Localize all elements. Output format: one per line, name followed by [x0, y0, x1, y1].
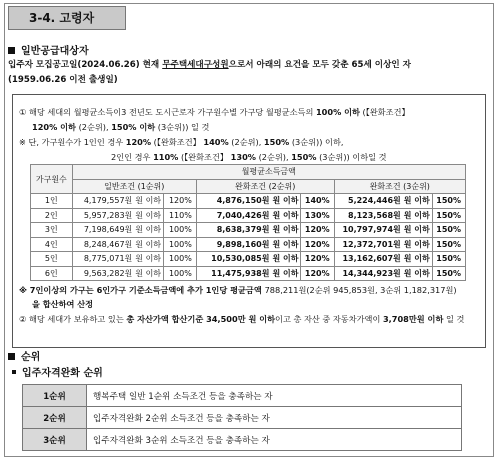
- condition-1: ① 해당 세대의 월평균소득이3 전년도 도시근로자 가구원수별 가구당 월평균소득의 100% 이하 (【완화조건】: [19, 107, 410, 117]
- rank-label: 3순위: [23, 429, 87, 451]
- table-cell: 100%: [164, 252, 197, 267]
- table-row: [23, 385, 462, 407]
- table-cell: 14,344,923원 원 이하: [334, 266, 432, 281]
- table-cell: 120%: [164, 194, 197, 209]
- table-cell: 150%: [432, 237, 465, 252]
- table-cell: 4,179,557원 원 이하: [72, 194, 163, 209]
- ranking-heading: 순위: [8, 348, 40, 363]
- table-cell: 8,638,379원 원 이하: [196, 223, 301, 238]
- condition-1-cont: 120% 이하 (2순위), 150% 이하 (3순위)) 일 것: [32, 122, 210, 132]
- general-heading: 일반공급대상자: [8, 42, 89, 57]
- table-cell: 10,797,974원 원 이하: [334, 223, 432, 238]
- table-cell: 7,198,649원 원 이하: [72, 223, 163, 238]
- table-row: [31, 237, 466, 252]
- square-bullet-icon: [8, 47, 15, 54]
- table-cell: 120%: [301, 252, 334, 267]
- table-cell: 9,898,160원 원 이하: [196, 237, 301, 252]
- col-general: 일반조건 (1순위): [72, 179, 196, 194]
- table-row: [31, 208, 466, 223]
- table-cell: 7,040,426원 원 이하: [196, 208, 301, 223]
- income-table: [30, 164, 466, 281]
- condition-2: ② 해당 세대가 보유하고 있는 총 자산가액 합산기준 34,500만 원 이하이고 총 자산 중 자동차가액이 3,708만원 이하 일 것: [19, 314, 465, 324]
- rank-description: 입주자격완화 2순위 소득조건 등을 충족하는 자: [87, 407, 462, 429]
- eligibility-line: 입주자 모집공고일(2024.06.26) 현재 무주택세대구성원으로서 아래의 요건을 모두 갖춘 65세 이상인 자: [8, 60, 411, 70]
- square-bullet-icon: [8, 353, 15, 360]
- rank-label: 1순위: [23, 385, 87, 407]
- table-cell: 5,224,446원 원 이하: [334, 194, 432, 209]
- table-cell: 150%: [432, 252, 465, 267]
- note-2-person: 2인인 경우 110% (【완화조건】 130% (2순위), 150% (3순위)) 이하일 것: [111, 152, 387, 162]
- note-7-persons: ※ 7인이상의 가구는 6인가구 기준소득금액에 추가 1인당 평균금액 788,211원(2순위 945,853원, 3순위 1,182,317원): [19, 285, 457, 295]
- table-cell: 150%: [432, 194, 465, 209]
- table-row: [31, 194, 466, 209]
- table-cell: 100%: [164, 266, 197, 281]
- table-cell: 11,475,938원 원 이하: [196, 266, 301, 281]
- ranking-subheading: 입주자격완화 순위: [12, 364, 103, 379]
- table-cell: 100%: [164, 237, 197, 252]
- rank-description: 입주자격완화 3순위 소득조건 등을 충족하는 자: [87, 429, 462, 451]
- rank-description: 행복주택 일반 1순위 소득조건 등을 충족하는 자: [87, 385, 462, 407]
- bullet-icon: [12, 370, 16, 374]
- header-group: 월평균소득금액: [72, 165, 465, 180]
- section-title: 3-4. 고령자: [8, 6, 126, 30]
- table-cell: 110%: [164, 208, 197, 223]
- table-row: [23, 407, 462, 429]
- table-cell: 8,248,467원 원 이하: [72, 237, 163, 252]
- table-cell: 10,530,085원 원 이하: [196, 252, 301, 267]
- table-cell: 4인: [31, 237, 73, 252]
- table-cell: 3인: [31, 223, 73, 238]
- table-cell: 130%: [301, 208, 334, 223]
- table-row: [31, 252, 466, 267]
- table-cell: 150%: [432, 266, 465, 281]
- table-cell: 120%: [301, 266, 334, 281]
- table-cell: 9,563,282원 원 이하: [72, 266, 163, 281]
- table-cell: 4,876,150원 원 이하: [196, 194, 301, 209]
- table-cell: 8,123,568원 원 이하: [334, 208, 432, 223]
- table-cell: 12,372,701원 원 이하: [334, 237, 432, 252]
- table-row: [23, 429, 462, 451]
- table-cell: 120%: [301, 237, 334, 252]
- note-1-person: ※ 단, 가구원수가 1인인 경우 120% (【완화조건】 140% (2순위), 150% (3순위)) 이하,: [19, 137, 344, 147]
- table-cell: 150%: [432, 208, 465, 223]
- table-cell: 120%: [301, 223, 334, 238]
- table-cell: 6인: [31, 266, 73, 281]
- table-cell: 150%: [432, 223, 465, 238]
- table-cell: 1인: [31, 194, 73, 209]
- table-cell: 140%: [301, 194, 334, 209]
- table-cell: 5인: [31, 252, 73, 267]
- table-cell: 5,957,283원 원 이하: [72, 208, 163, 223]
- table-cell: 2인: [31, 208, 73, 223]
- table-cell: 8,775,071원 원 이하: [72, 252, 163, 267]
- birthdate-line: (1959.06.26 이전 출생일): [8, 75, 118, 85]
- col-household: 가구원수: [31, 165, 73, 194]
- col-relax2: 완화조건 (2순위): [196, 179, 334, 194]
- note-7-persons-cont: 을 합산하여 산정: [32, 299, 94, 309]
- table-cell: 100%: [164, 223, 197, 238]
- rank-label: 2순위: [23, 407, 87, 429]
- table-row: [31, 266, 466, 281]
- ranking-table: [22, 384, 462, 451]
- table-cell: 13,162,607원 원 이하: [334, 252, 432, 267]
- table-row: [31, 223, 466, 238]
- col-relax3: 완화조건 (3순위): [334, 179, 465, 194]
